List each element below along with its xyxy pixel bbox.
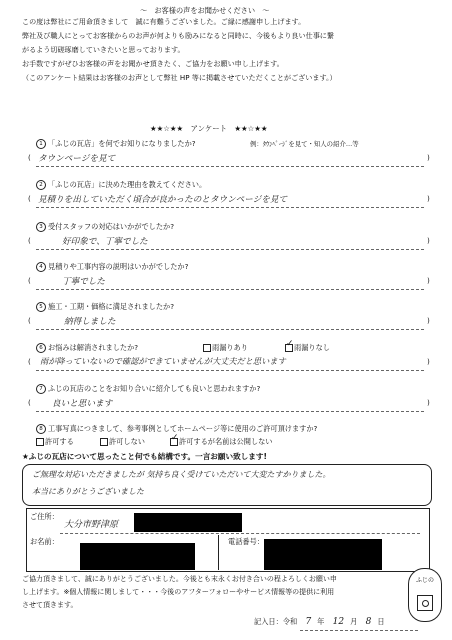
date-day: 8 (365, 617, 372, 627)
date-row (254, 617, 385, 627)
year-unit: 年 (317, 617, 325, 626)
checkbox-checked[interactable]: ✓ (170, 438, 178, 446)
close-paren: ) (427, 276, 430, 285)
open-paren: ( (28, 236, 31, 245)
question-7 (36, 384, 260, 394)
company-stamp (408, 568, 442, 622)
footer-line: させて頂きます。 (22, 601, 78, 609)
free-comment-line: 本当にありがとうございました (32, 487, 144, 496)
answer-q1: タウンページを見て (38, 154, 116, 164)
phone-label: 電話番号： (228, 537, 264, 546)
intro-line: お手数ですがぜひお客様の声をお聞かせ頂きたく、ご協力をお願い申し上げます。 (22, 59, 284, 68)
option-leak-no[interactable]: ✓ 雨漏りなし (286, 339, 330, 352)
footer-line: し上げます。※個人情報に関しまして・・・今後のアフターフォローやサービス情報等の提供に利用 (22, 588, 335, 596)
number-badge: 3 (36, 222, 46, 232)
open-paren: ( (28, 194, 31, 203)
divider (218, 535, 219, 570)
checkbox[interactable] (203, 344, 211, 352)
question-hint: 例：ﾀｳﾝﾍﾟｰｼﾞを見て・知人の紹介…等 (250, 140, 359, 148)
open-paren: ( (28, 316, 31, 325)
name-label: お名前： (30, 537, 59, 546)
checkbox[interactable] (100, 438, 108, 446)
answer-q4: 丁寧でした (62, 277, 105, 287)
survey-title: ★★☆★★ アンケート ★★☆★★ (150, 124, 268, 133)
close-paren: ) (427, 153, 430, 162)
answer-q3: 好印象で、丁寧でした (62, 237, 148, 247)
number-badge: 1 (36, 139, 46, 149)
open-paren: ( (28, 153, 31, 162)
intro-line: がるよう切磋琢磨していきたいと思っております。 (22, 45, 185, 54)
question-1 (36, 139, 196, 149)
close-paren: ) (427, 194, 430, 203)
number-badge: 2 (36, 180, 46, 190)
number-badge: 8 (36, 424, 46, 434)
number-badge: 5 (36, 302, 46, 312)
question-text: 「ふじの瓦店」に決めた理由を教えてください。 (48, 180, 207, 189)
answer-line (36, 207, 424, 208)
question-text: 工事写真につきまして、参考事例としてホームページ等に使用のご許可頂けますか? (48, 424, 318, 433)
redaction-bar (134, 513, 242, 532)
question-3 (36, 222, 174, 232)
open-paren: ( (28, 398, 31, 407)
question-text: 見積りや工事内容の説明はいかがでしたか? (48, 262, 189, 271)
open-paren: ( (28, 276, 31, 285)
question-5 (36, 302, 174, 312)
answer-line (36, 249, 424, 250)
option-permit[interactable]: 許可する (36, 437, 74, 447)
answer-line (36, 166, 424, 167)
day-unit: 日 (377, 617, 385, 626)
address-value: 大分市野津原 (64, 520, 119, 530)
address-label: ご住所： (30, 512, 59, 521)
page-title: 〜 お客様の声をお聞かせください 〜 (140, 6, 270, 15)
free-comment-line: ご無理な対応いただきましたが 気持ち良く受けていただいて大変たすかりました。 (32, 470, 331, 479)
number-badge: 6 (36, 343, 46, 353)
answer-q2: 見積りを出していただく頃合が良かったのとタウンページを見て (38, 195, 288, 205)
free-comment-heading: ★ふじの瓦店について思ったこと何でも結構です。一言お願い致します! (22, 452, 267, 461)
date-year: 7 (305, 617, 312, 627)
answer-q7: 良いと思います (52, 399, 113, 409)
question-text: 受付スタッフの対応はいかがでしたか? (48, 222, 175, 231)
month-unit: 月 (350, 617, 358, 626)
answer-q6: 雨が降っていないので確認ができていませんが大丈夫だと思います (40, 356, 286, 366)
redaction-bar (264, 539, 382, 570)
close-paren: ) (427, 316, 430, 325)
checkbox-checked[interactable]: ✓ (285, 344, 293, 352)
redaction-bar (80, 543, 195, 570)
date-underline (300, 630, 418, 631)
answer-line (36, 370, 424, 371)
stamp-logo-icon (417, 595, 433, 611)
question-text: ふじの瓦店のことをお知り合いに紹介しても良いと思われますか? (48, 384, 261, 393)
close-paren: ) (427, 357, 430, 366)
close-paren: ) (427, 236, 430, 245)
question-text: お悩みは解消されましたか? (48, 343, 139, 352)
close-paren: ) (427, 398, 430, 407)
question-4 (36, 262, 188, 272)
number-badge: 4 (36, 262, 46, 272)
question-text: 「ふじの瓦店」を何でお知りになりましたか? (48, 139, 196, 148)
question-6 (36, 343, 138, 353)
question-text: 施工・工期・価格に満足されましたか? (48, 302, 175, 311)
stamp-text: ふじの (415, 577, 434, 584)
option-deny[interactable]: 許可しない (100, 437, 145, 447)
question-2 (36, 180, 206, 190)
checkbox[interactable] (36, 438, 44, 446)
address-line (60, 533, 420, 534)
answer-line (36, 411, 424, 412)
intro-line: （このアンケート結果はお客様のお声として弊社 HP 等に掲載させていただくことがございます。） (22, 73, 337, 82)
date-label: 記入日：令和 (254, 617, 298, 626)
answer-line (36, 329, 424, 330)
answer-q5: 納得しました (64, 317, 116, 327)
open-paren: ( (28, 357, 31, 366)
date-month: 12 (332, 617, 345, 627)
footer-line: ご協力頂きまして、誠にありがとうございました。今後とも末永くお付き合いの程よろしくお願い申 (22, 575, 337, 583)
option-leak-yes[interactable]: 雨漏りあり (203, 343, 248, 353)
intro-line: この度は弊社にご用命頂きまして 誠に有難うございました。ご縁に感謝申し上げます。 (22, 17, 306, 26)
answer-line (36, 289, 424, 290)
number-badge: 7 (36, 384, 46, 394)
intro-line: 弊社及び職人にとってお客様からのお声が何よりも励みになると同時に、今後もより良い仕事に繋 (22, 31, 334, 40)
option-permit-anonymous[interactable]: ✓ 許可するが名前は公開しない (171, 433, 273, 446)
